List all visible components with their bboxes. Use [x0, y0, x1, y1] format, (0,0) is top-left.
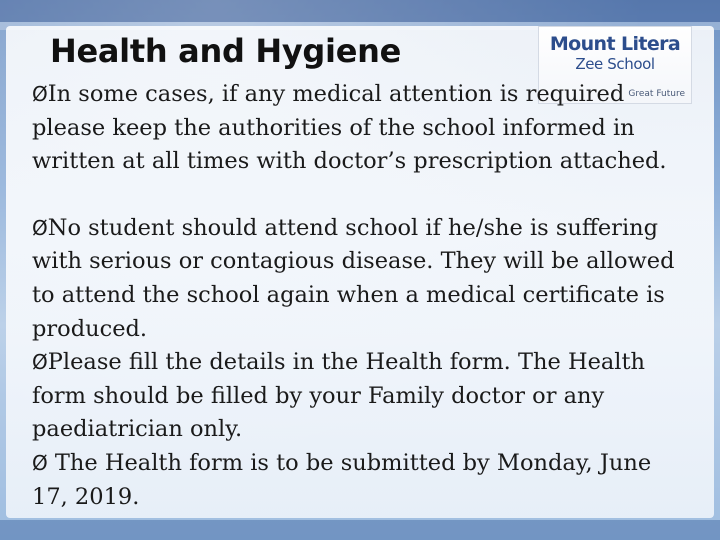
paragraph-text: The Health form is to be submitted by Monday, June 17, 2019.	[32, 449, 652, 510]
paragraph-text: Please fill the details in the Health form. The Health form should be filled by your Family doctor or any paediatrician only.	[32, 349, 646, 443]
bullet-paragraph	[32, 78, 682, 179]
arrow-bullet-icon: Ø	[32, 350, 48, 375]
arrow-bullet-icon: Ø	[32, 215, 48, 240]
paragraph-text: No student should attend school if he/she is suffering with serious or contagious disease. They will be allowed to attend the school again when a medical certificate is produced.	[32, 214, 675, 342]
slide-title: Health and Hygiene	[50, 32, 401, 70]
logo-tagline: Great Future	[628, 89, 685, 99]
bullet-paragraph	[32, 346, 682, 447]
bottom-band	[0, 520, 720, 540]
logo-subtitle: Zee School	[575, 55, 655, 73]
bullet-paragraph	[32, 212, 682, 346]
arrow-bullet-icon: Ø	[32, 450, 48, 475]
top-band	[0, 0, 720, 22]
arrow-bullet-icon: Ø	[32, 82, 48, 106]
slide-body	[32, 78, 682, 514]
paragraph-text: In some cases, if any medical attention is required please keep the authorities of the school informed in written at all times with doctor’s prescription attached.	[32, 81, 667, 175]
bullet-paragraph	[32, 447, 682, 514]
logo-name: Mount Litera	[549, 33, 681, 55]
